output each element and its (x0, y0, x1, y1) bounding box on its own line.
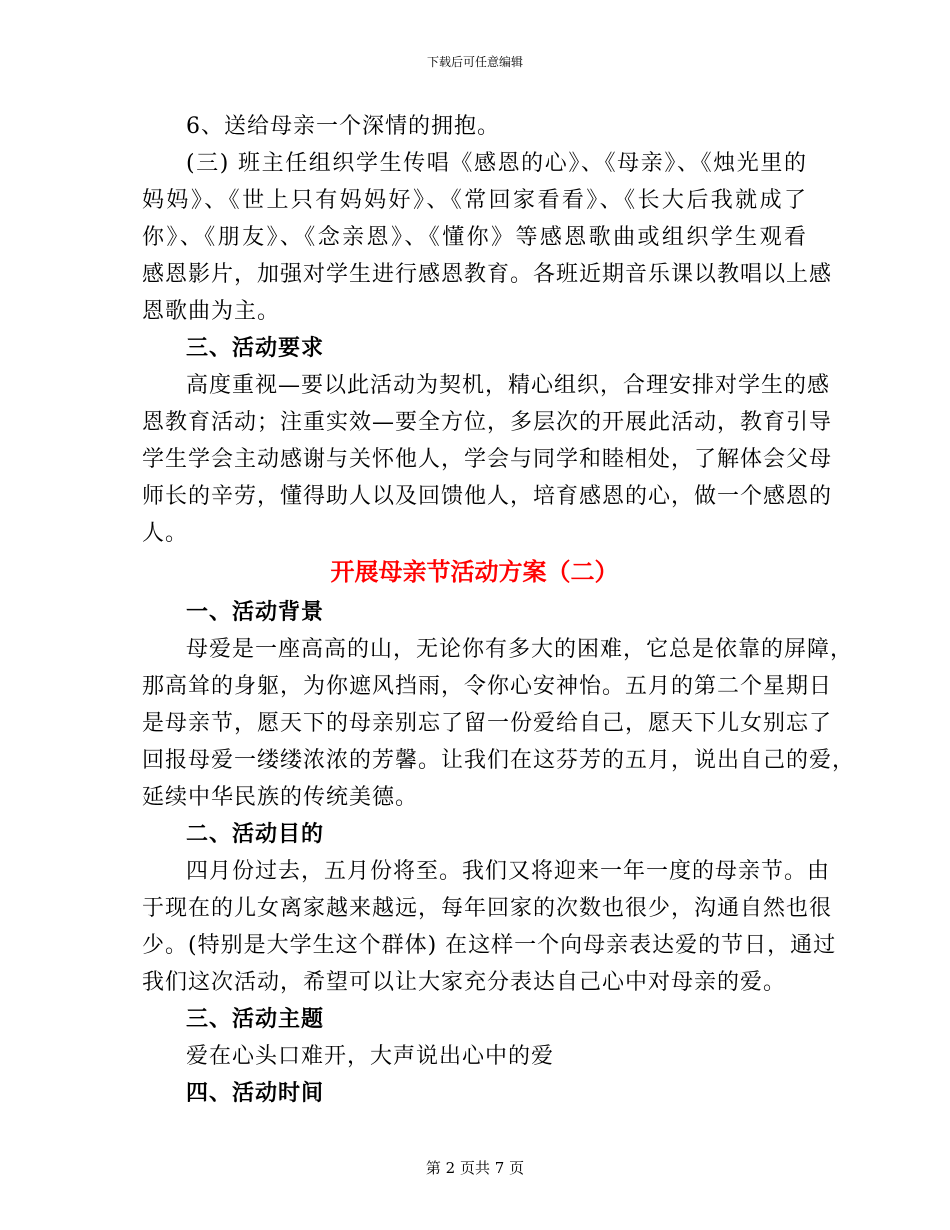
paragraph-line: 恩歌曲为主。 (142, 299, 281, 324)
paragraph-line: 那高耸的身躯，为你遮风挡雨，令你心安神怡。五月的第二个星期日 (142, 674, 833, 699)
paragraph-line: 是母亲节，愿天下的母亲别忘了留一份爱给自己，愿天下儿女别忘了 (142, 711, 833, 736)
document-body (142, 108, 856, 1112)
paragraph-line: 人。 (142, 521, 189, 546)
page-header: 下载后可任意编辑 (426, 55, 523, 69)
section-heading-background: 一、活动背景 (186, 600, 325, 625)
paragraph-line: 感恩影片，加强对学生进行感恩教育。各班近期音乐课以教唱以上感 (142, 262, 833, 287)
paragraph-line: 少。(特别是大学生这个群体) 在这样一个向母亲表达爱的节日，通过 (142, 933, 837, 958)
paragraph-line: 妈妈》、《世上只有妈妈好》、《常回家看看》、《长大后我就成了 (142, 188, 807, 213)
paragraph-line: 四月份过去，五月份将至。我们又将迎来一年一度的母亲节。由 (186, 859, 831, 884)
paragraph-line: 回报母爱一缕缕浓浓的芳馨。让我们在这芬芳的五月，说出自己的爱， (142, 748, 856, 773)
paragraph-line: 延续中华民族的传统美德。 (142, 785, 419, 810)
paragraph-line: 我们这次活动，希望可以让大家充分表达自己心中对母亲的爱。 (142, 970, 787, 995)
paragraph-line: (三) 班主任组织学生传唱《感恩的心》、《母亲》、《烛光里的 (186, 151, 807, 176)
paragraph-line: 母爱是一座高高的山，无论你有多大的困难，它总是依靠的屏障， (186, 637, 854, 662)
section-heading-purpose: 二、活动目的 (186, 822, 325, 847)
paragraph-line: 你》、《朋友》、《念亲恩》、《懂你》等感恩歌曲或组织学生观看 (142, 225, 807, 250)
section-title: 开展母亲节活动方案（二） (330, 558, 619, 586)
paragraph-line: 于现在的儿女离家越来越远，每年回家的次数也很少，沟通自然也很 (142, 896, 833, 921)
paragraph-line: 学生学会主动感谢与关怀他人，学会与同学和睦相处，了解体会父母 (142, 447, 833, 472)
paragraph-line: 6、送给母亲一个深情的拥抱。 (186, 114, 500, 139)
section-heading-requirements: 三、活动要求 (186, 336, 325, 361)
page-footer: 第 2 页共 7 页 (425, 1159, 525, 1177)
paragraph-line: 恩教育活动；注重实效—要全方位，多层次的开展此活动，教育引导 (142, 410, 833, 435)
section-heading-theme: 三、活动主题 (186, 1007, 325, 1032)
paragraph-line: 高度重视—要以此活动为契机，精心组织，合理安排对学生的感 (186, 373, 831, 398)
paragraph-line: 爱在心头口难开，大声说出心中的爱 (186, 1044, 555, 1069)
section-heading-time: 四、活动时间 (186, 1081, 325, 1106)
paragraph-line: 师长的辛劳，懂得助人以及回馈他人，培育感恩的心，做一个感恩的 (142, 484, 833, 509)
